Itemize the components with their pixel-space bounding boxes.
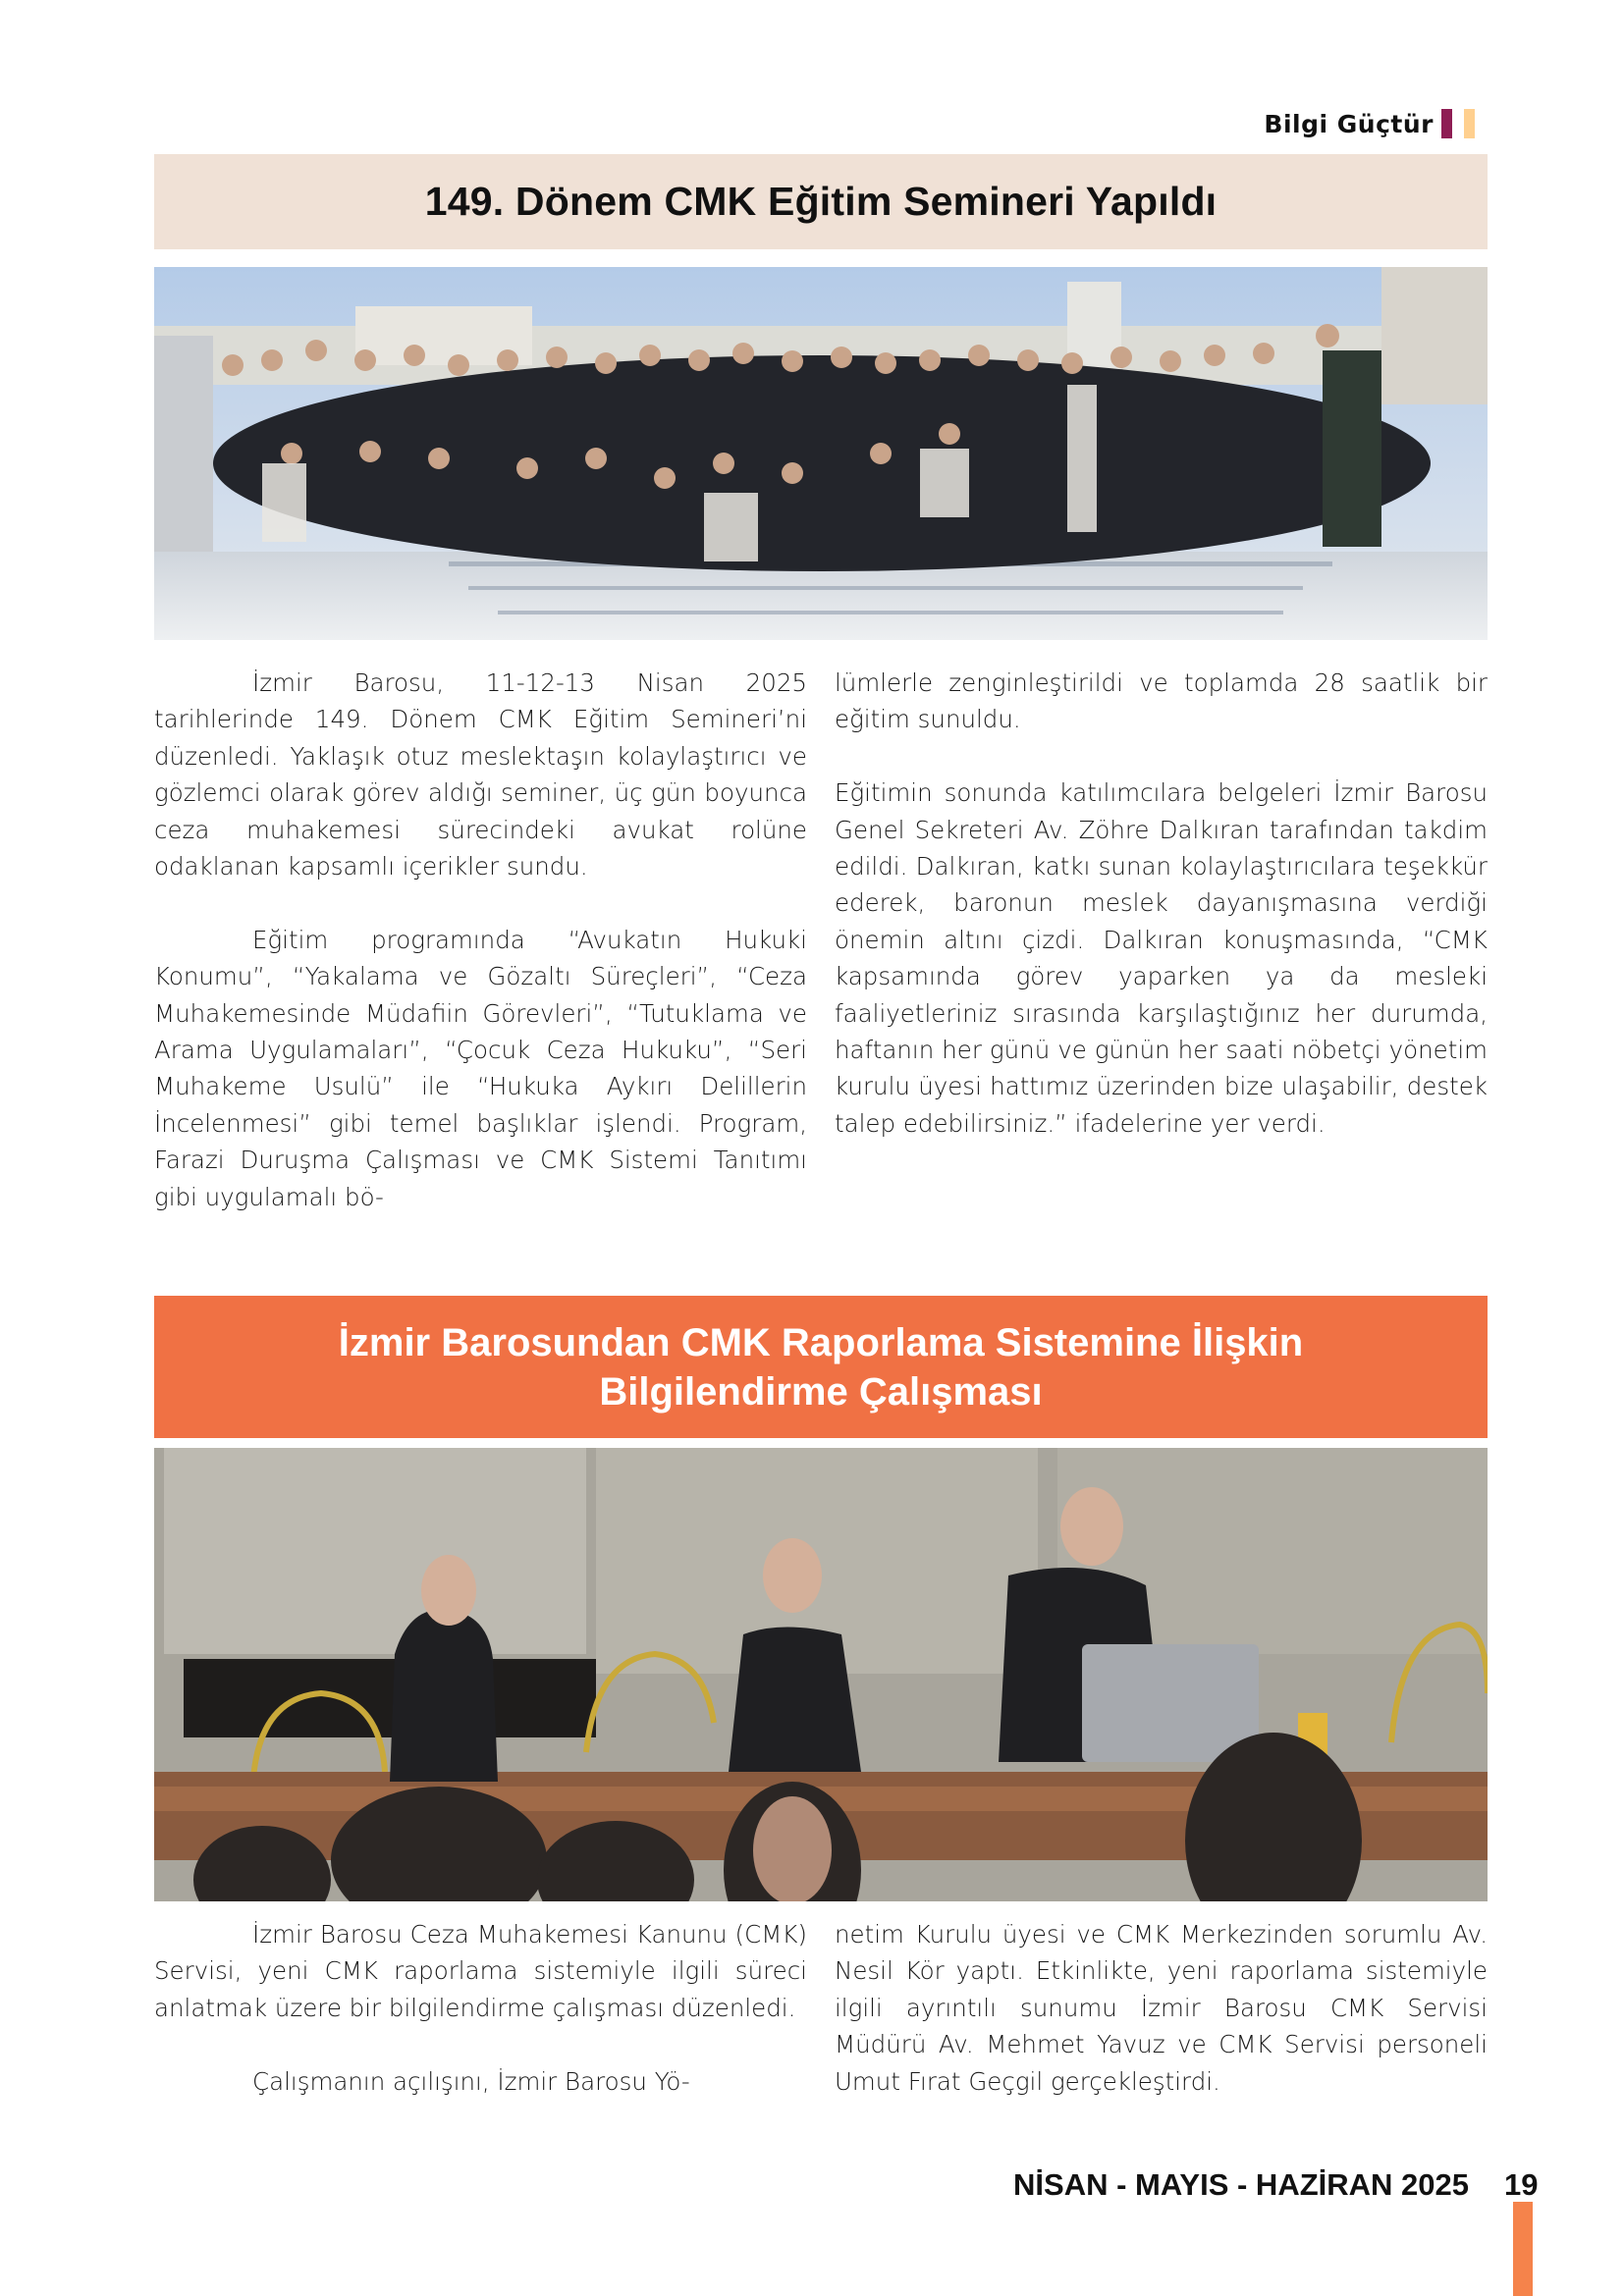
page-accent-bar [1513,2202,1533,2296]
article2-paragraph: Çalışmanın açılışını, İzmir Barosu Yö- [252,2066,690,2096]
article1-paragraph: Eğitim programında “Avukatın Hukuki Konumu”, “Yakalama ve Gözaltı Süreçleri”, “Ceza Muhakemesinde Müdafiin Görevleri”, “Tutuklama ve Arama Uygulamaları”, “Çocuk Ceza Hukuku”, “Seri Muhakeme Usulü” ile “Hukuka Aykırı Delillerin İncelenmesi” gibi temel başlıklar işlendi. Program, Farazi Duruşma Çalışması ve CMK Sistemi Tanıtımı gibi uygulamalı bö- [154,925,807,1211]
section-tag [1264,109,1475,138]
article2-paragraph: netim Kurulu üyesi ve CMK Merkezinden sorumlu Av. Nesil Kör yaptı. Etkinlikte, yeni raporlama sistemiyle ilgili ayrıntılı sunumu İzmir Barosu CMK Servisi Müdürü Av. Mehmet Yavuz ve CMK Servisi personeli Umut Fırat Geçgil gerçekleştirdi. [835,1920,1488,2096]
tag-bar-icon [1441,109,1452,138]
article1-paragraph: lümlerle zenginleştirildi ve toplamda 28 saatlik bir eğitim sunuldu. [835,668,1488,734]
page-number: 19 [1504,2167,1539,2202]
issue-label: NİSAN - MAYIS - HAZİRAN 2025 [1013,2167,1469,2202]
article1-title-banner [154,154,1488,249]
article1-photo [154,267,1488,640]
article2-column-1 [154,1916,807,2100]
article2-column-2 [835,1916,1488,2100]
article2-photo [154,1448,1488,1901]
article2-title-banner [154,1296,1488,1438]
article2-title-line-1: İzmir Barosundan CMK Raporlama Sistemine İlişkin [338,1320,1304,1364]
article1-column-1 [154,665,807,1215]
article1-column-2 [835,665,1488,1142]
article2-paragraph: İzmir Barosu Ceza Muhakemesi Kanunu (CMK) Servisi, yeni CMK raporlama sistemiyle ilgili süreci anlatmak üzere bir bilgilendirme çalışması düzenledi. [154,1920,807,2022]
article2-title [339,1318,1303,1416]
tag-bar-icon [1464,109,1475,138]
panel-photo-illustration [154,1448,1488,1901]
article1-paragraph: İzmir Barosu, 11-12-13 Nisan 2025 tarihlerinde 149. Dönem CMK Eğitim Semineri’ni düzenledi. Yaklaşık otuz meslektaşın kolaylaştırıcı ve gözlemci olarak görev aldığı seminer, üç gün boyunca ceza muhakemesi sürecindeki avukat rolüne odaklanan kapsamlı içerikler sundu. [154,668,807,881]
section-tag-label: Bilgi Güçtür [1264,109,1434,138]
group-photo-illustration [154,267,1488,640]
article2-title-line-2: Bilgilendirme Çalışması [599,1369,1043,1414]
article1-title: 149. Dönem CMK Eğitim Semineri Yapıldı [424,179,1218,224]
article1-paragraph: Eğitimin sonunda katılımcılara belgeleri İzmir Barosu Genel Sekreteri Av. Zöhre Dalkıran tarafından takdim edildi. Dalkıran, katkı sunan kolaylaştırıcılara teşekkür ederek, baronun meslek dayanışmasına verdiği önemin altını çizdi. Dalkıran konuşmasında, “CMK kapsamında görev yaparken ya da mesleki faaliyetleriniz sırasında karşılaştığınız her durumda, haftanın her günü ve günün her saati nöbetçi yönetim kurulu üyesi hattımız üzerinden bize ulaşabilir, destek talep edebilirsiniz.” ifadelerine yer verdi. [835,778,1488,1138]
